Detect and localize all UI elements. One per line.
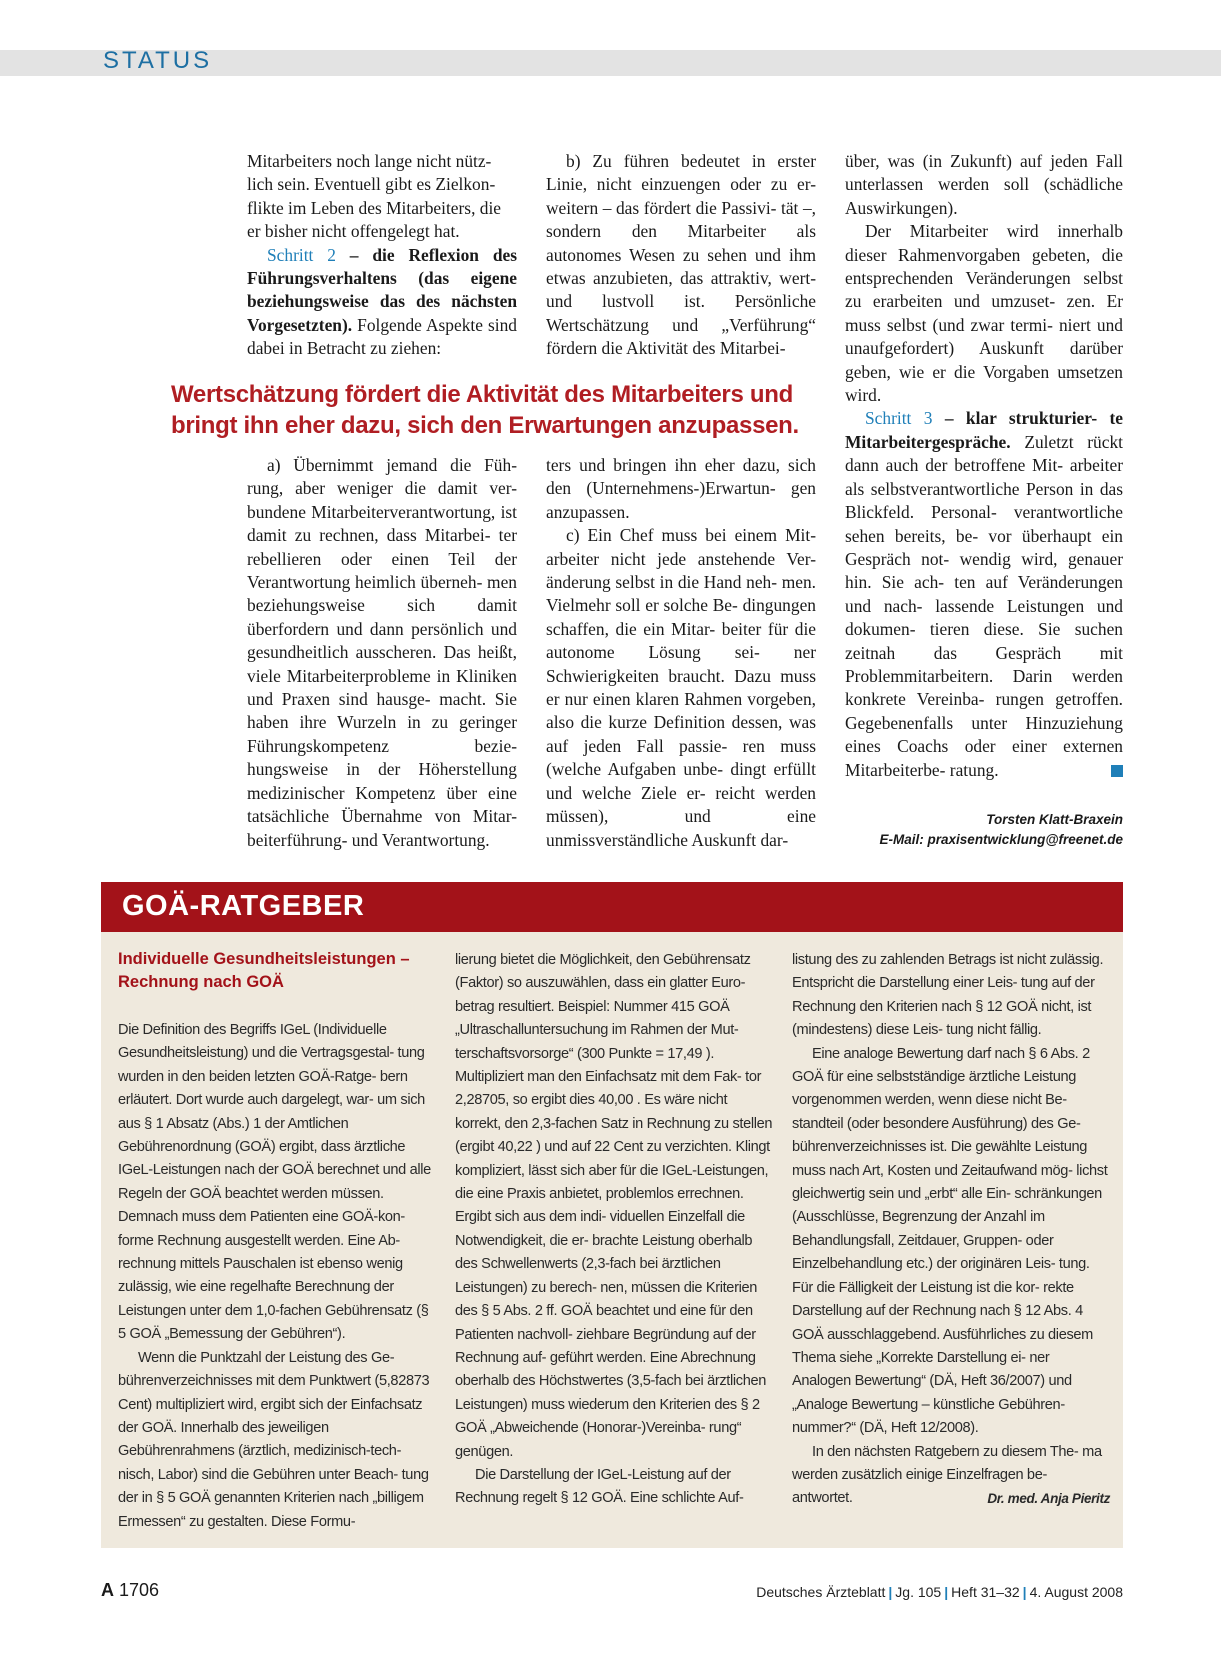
step2-heading: – die Reflexion des Führungsverhaltens (das eigene beziehungsweise das des nächsten Vorgesetzten). [247, 244, 517, 335]
goa-author: Dr. med. Anja Pieritz [987, 1491, 1110, 1507]
article-text: lich sein. Eventuell gibt es Zielkon- [247, 174, 496, 195]
step2-label: Schritt 2 [267, 244, 336, 265]
pull-quote-line: bringt ihn eher dazu, sich den Erwartungen anzupassen. [171, 412, 799, 439]
article-col1-bottom [247, 454, 517, 852]
step3-text: Zuletzt rückt dann auch der betroffene Mit- arbeiter als selbstverantwortliche Person in das Blickfeld. Personal- verantwortliche sehen bereits, be- vor überhaupt ein Gespräch not- wendig wird, genauer hin. Sie ach- ten auf Veränderungen und nach- lassende Leistungen und dokumen- tieren diese. Sie suchen zeitnah das Gespräch mit Problemmitarbeitern. Darin werden konkrete Vereinba- rungen getroffen. Gegebenenfalls unter Hinzuziehung eines Coachs oder einer externen Mitarbeiterbe- ratung. [845, 431, 1123, 780]
article-text: Mitarbeiters noch lange nicht nütz- [247, 151, 492, 171]
step2-text: Folgende Aspekte sind dabei in Betracht zu ziehen: [247, 314, 517, 359]
goa-paragraph: Wenn die Punktzahl der Leistung des Ge- bührenverzeichnisses mit dem Punktwert (5,82873 Cent) multipliziert wird, ergibt sich der Einfachsatz der GOÄ. Innerhalb des jeweiligen Gebührenrahmens (ärztlich, medizinisch-tech- nisch, Labor) sind die Gebühren unter Beach- tung der in § 5 GOÄ genannten Kriterien nach „billigem Ermessen“ zu gestalten. Diese Formu- [118, 1349, 430, 1530]
section-label: STATUS [103, 47, 213, 74]
goa-col2 [455, 949, 773, 1511]
paragraph-c-cont: über, was (in Zukunft) auf jeden Fall unterlassen werden soll (schädliche Auswirkungen). [845, 151, 1123, 218]
paragraph-b: b) Zu führen bedeutet in erster Linie, nicht einzuengen oder zu er- weitern – das fördert die Passivi- tät –, sondern den Mitarbeiter als autonomes Wesen zu sehen und ihm etwas anzubieten, das attraktiv, wert- und lustvoll ist. Persönliche Wertschätzung und „Verführung“ fördern die Aktivität des Mitarbei- [546, 151, 816, 359]
page-number [101, 1580, 159, 1601]
paragraph-b-cont: ters und bringen ihn eher dazu, sich den (Unternehmens-)Erwartun- gen anzupassen. [546, 455, 816, 522]
paragraph-framework: Der Mitarbeiter wird innerhalb dieser Rahmenvorgaben gebeten, die entsprechenden Veränderungen selbst zu erarbeiten und umzuset- zen. Er muss selbst (und zwar termi- niert und unaufgefordert) Auskunft darüber geben, wie er die Vorgaben umsetzen wird. [845, 221, 1123, 406]
article-col2-bottom [546, 454, 816, 852]
step3-paragraph [845, 407, 1123, 782]
journal-issue: Heft 31–32 [951, 1584, 1020, 1600]
article-text: er bisher nicht offengelegt hat. [247, 221, 460, 242]
paragraph-c: c) Ein Chef muss bei einem Mit- arbeiter nicht jede anstehende Ver- änderung selbst in die Hand neh- men. Vielmehr soll er solche Be- dingungen schaffen, die ein Mitar- beiter für die autonome Lösung sei- ner Schwierigkeiten braucht. Dazu muss er nur einen klaren Rahmen vorgeben, also die kurze Definition dessen, was auf jeden Fall passie- ren muss (welche Aufgaben unbe- dingt erfüllt und welche Ziele er- reicht werden müssen), und eine unmissverständliche Auskunft dar- [546, 525, 816, 850]
goa-col1 [118, 1019, 436, 1534]
article-col3 [845, 150, 1123, 782]
article-text: flikte im Leben des Mitarbeiters, die [247, 197, 502, 218]
pull-quote-line: Wertschätzung fördert die Aktivität des Mitarbeiters und [171, 381, 793, 408]
step2-paragraph [247, 244, 517, 361]
end-mark-icon [1111, 765, 1123, 777]
page-number-value: 1706 [119, 1580, 160, 1600]
pull-quote [171, 379, 831, 441]
goa-paragraph: listung des zu zahlenden Betrags ist nicht zulässig. Entspricht die Darstellung einer Leis- tung auf der Rechnung den Kriterien nach § 12 GOÄ nicht, ist (mindestens) diese Leis- tung nicht fällig. [792, 952, 1104, 1039]
goa-paragraph-last [792, 1441, 1110, 1511]
goa-heading-line: Rechnung nach GOÄ [118, 973, 284, 991]
journal-volume: Jg. 105 [895, 1584, 942, 1600]
separator: | [944, 1584, 949, 1600]
goa-col3 [792, 949, 1110, 1511]
journal-date: 4. August 2008 [1029, 1584, 1123, 1600]
goa-paragraph: Die Definition des Begriffs IGeL (Individuelle Gesundheitsleistung) und die Vertragsgestal- tung wurden in den beiden letzten GOÄ-Ratge- bern erläutert. Dort wurde auch dargelegt, war- um sich aus § 1 Absatz (Abs.) 1 der Amtlichen Gebührenordnung (GOÄ) ergibt, dass ärztliche IGeL-Leistungen nach der GOÄ berechnet und alle Regeln der GOÄ beachtet werden müssen. Demnach muss dem Patienten eine GOÄ-kon- forme Rechnung ausgestellt werden. Eine Ab- rechnung mittels Pauschalen ist ebenso wenig zulässig, wie eine regelhafte Berechnung der Leistungen unter dem 1,0-fachen Gebührensatz (§ 5 GOÄ „Bemessung der Gebühren“). [118, 1022, 431, 1343]
paragraph-a: a) Übernimmt jemand die Füh- rung, aber weniger die damit ver- bundene Mitarbeiterverantwortung, ist damit zu rechnen, dass Mitarbei- ter rebellieren oder einen Teil der Verantwortung heimlich überneh- men beziehungsweise sich damit überfordern und dann persönlich und gesundheitlich ausscheren. Das heißt, viele Mitarbeiterprobleme in Kliniken und Praxen sind hausge- macht. Sie haben ihre Wurzeln in zu geringer Führungskompetenz bezie- hungsweise in der Höherstellung medizinischer Kompetenz über eine tatsächliche Übernahme von Mitar- beiterführung- und Verantwortung. [247, 455, 517, 850]
separator: | [888, 1584, 893, 1600]
goa-heading-line: Individuelle Gesundheitsleistungen – [118, 950, 410, 968]
article-author-block [842, 810, 1123, 850]
journal-info [756, 1584, 1123, 1600]
article-col2-top [546, 150, 816, 361]
article-col1-top [247, 150, 517, 361]
goa-heading [118, 948, 438, 994]
goa-final-text: In den nächsten Ratgebern zu diesem The- ma werden zusätzlich einige Einzelfragen be- antwortet. [792, 1443, 1102, 1507]
goa-paragraph: Die Darstellung der IGeL-Leistung auf der Rechnung regelt § 12 GOÄ. Eine schlichte Auf- [455, 1466, 744, 1507]
article-email: E-Mail: praxisentwicklung@freenet.de [879, 832, 1123, 847]
article-author: Torsten Klatt-Braxein [986, 812, 1123, 827]
goa-paragraph: Eine analoge Bewertung darf nach § 6 Abs. 2 GOÄ für eine selbstständige ärztliche Leistung vorgenommen werden, wenn diese nicht Be- standteil (oder besondere Ausführung) des Ge- bührenverzeichnisses ist. Die gewählte Leistung muss nach Art, Kosten und Zeitaufwand mög- lichst gleichwertig sein und „erbt“ alle Ein- schränkungen (Ausschlüsse, Begrenzung der Anzahl im Behandlungsfall, Zeitdauer, Gruppen- oder Einzelbehandlung etc.) der originären Leis- tung. Für die Fälligkeit der Leistung ist die kor- rekte Darstellung auf der Rechnung nach § 12 Abs. 4 GOÄ ausschlaggebend. Ausführliches zu diesem Thema siehe „Korrekte Darstellung ei- ner Analogen Bewertung“ (DÄ, Heft 36/2007) und „Analoge Bewertung – künstliche Gebühren- nummer?“ (DÄ, Heft 12/2008). [792, 1045, 1108, 1437]
journal-name: Deutsches Ärzteblatt [756, 1584, 886, 1600]
step3-label: Schritt 3 [865, 408, 933, 429]
goa-banner-title: GOÄ-RATGEBER [122, 890, 365, 922]
goa-paragraph: lierung bietet die Möglichkeit, den Gebührensatz (Faktor) so auszuwählen, dass ein glatter Euro- betrag resultiert. Beispiel: Nummer 415 GOÄ „Ultraschalluntersuchung im Rahmen der Mut- terschaftsvorsorge“ (300 Punkte = 17,49 ). Multipliziert man den Einfachsatz mit dem Fak- tor 2,28705, so ergibt dies 40,00 . Es wäre nicht korrekt, den 2,3-fachen Satz in Rechnung zu stellen (ergibt 40,22 ) und auf 22 Cent zu verzichten. Klingt kompliziert, lässt sich aber für die IGeL-Leistungen, die eine Praxis anbietet, problemlos errechnen. Ergibt sich aus dem indi- viduellen Einzelfall die Notwendigkeit, die er- brachte Leistung oberhalb des Schwellenwerts (2,3-fach bei ärztlichen Leistungen) zu berech- nen, müssen die Kriterien des § 5 Abs. 2 ff. GOÄ beachtet und eine für den Patienten nachvoll- ziehbare Begründung auf der Rechnung auf- geführt werden. Eine Abrechnung oberhalb des Höchstwertes (3,5-fach bei ärztlichen Leistungen) muss wiederum den Kriterien des § 2 GOÄ „Abweichende (Honorar-)Vereinba- rung“ genügen. [455, 952, 773, 1460]
page-letter: A [101, 1580, 114, 1600]
separator: | [1022, 1584, 1027, 1600]
step3-heading: – klar strukturier- te Mitarbeitergespräche. [845, 408, 1123, 452]
